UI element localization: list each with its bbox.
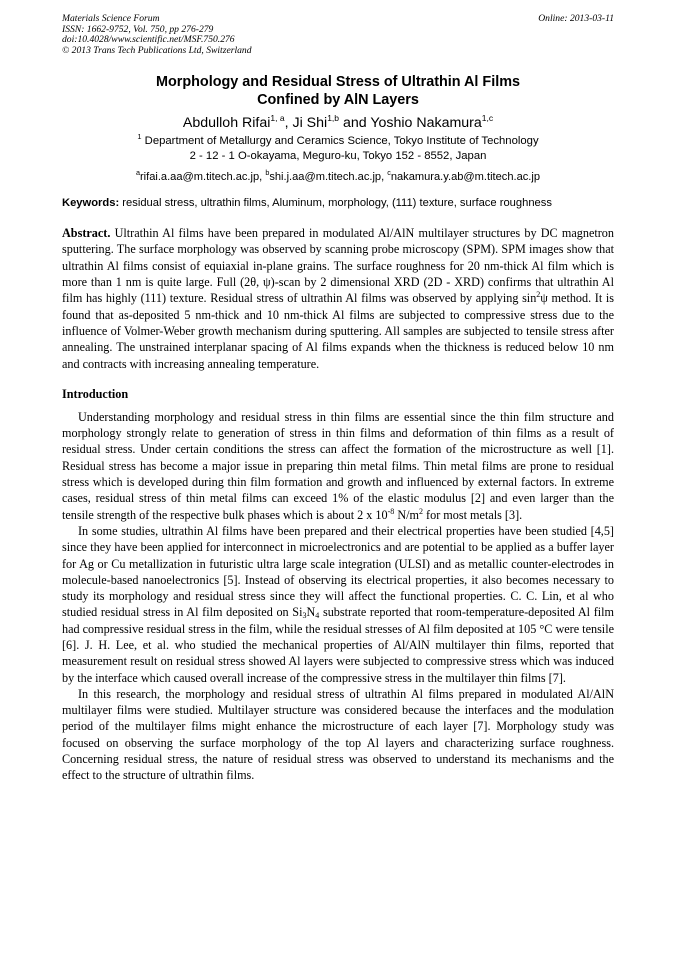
title-line-2: Confined by AlN Layers xyxy=(257,91,419,108)
paragraph-text: substrate reported that room-temperature-deposited Al film had compressive residual stress in the film, while the residual stresses of Al film deposited at 105 °C were tensile [6]. J. H. Lee, et al. who studied the mechanical properties of Al/AlN multilayer thin films, reported that measurement result on residual stress showed Al layers were subjected to compressive stress which was induced by the interface which caused overall increase of the compressive stress in the multilayer thin films [7]. xyxy=(62,605,614,685)
paper-page xyxy=(62,14,614,784)
abstract-text: Ultrathin Al films have been prepared in modulated Al/AlN multilayer structures by DC magnetron sputtering. The surface morphology was observed by scanning probe microscopy (SPM). SPM images show that ultrathin Al films consist of equiaxial in-plane grains. The surface roughness for 20 nm-thick Al film which is more than 1 nm is quite large. Full (2θ, ψ)-scan by 2 dimensional XRD (2D - XRD) confirms that ultrathin Al film has highly (111) texture. Residual stress of ultrathin Al films was observed by applying sin xyxy=(62,226,614,306)
title-line-1: Morphology and Residual Stress of Ultrathin Al Films xyxy=(155,74,521,91)
superscript: -8 xyxy=(387,506,395,516)
subscript: 3 xyxy=(302,611,307,621)
intro-paragraph-1 xyxy=(62,409,614,523)
abstract xyxy=(62,225,614,372)
keywords-label: Keywords: xyxy=(62,197,120,210)
author-list xyxy=(62,114,614,132)
subscript: 4 xyxy=(315,611,320,621)
issn-line: ISSN: 1662-9752, Vol. 750, pp 276-279 xyxy=(62,23,214,35)
journal-name: Materials Science Forum xyxy=(62,13,160,24)
paragraph-text: N xyxy=(306,605,316,620)
email-mark: c xyxy=(387,168,391,178)
superscript: 2 xyxy=(419,506,423,516)
affiliation-mark: 1 xyxy=(137,131,142,141)
affiliation-address: 2 - 12 - 1 O-okayama, Meguro-ku, Tokyo 152 - 8552, Japan xyxy=(189,149,487,162)
paragraph-text: N/m xyxy=(394,507,419,522)
paper-title xyxy=(62,74,614,109)
email-list xyxy=(62,168,614,184)
author-name: Abdulloh Rifai xyxy=(182,114,271,131)
email-mark: a xyxy=(135,168,140,178)
paragraph-text: Understanding morphology and residual stress in thin films are essential since the thin film structure and morphology strongly relate to generation of stress in thin films and deformation of thin films as a result of residual stress. Under certain conditions the stress can affect the formation of the microstructure as well [1]. Residual stress has become a major issue in preparing thin metal films. Thin metal films are prone to residual stress which is developed during thin film formation and growth and influenced by external factors. In extreme cases, residual stress of thin metal films can exceed 1% of the elastic modulus [2] and even larger than the tensile strength of the respective bulk phases which is about 2 x 10 xyxy=(62,409,614,522)
affiliation-department: Department of Metallurgy and Ceramics Science, Tokyo Institute of Technology xyxy=(141,134,539,147)
author-affiliation-mark: 1, a xyxy=(270,112,285,123)
affiliation-line-1 xyxy=(62,131,614,149)
email-address: shi.j.aa@m.titech.ac.jp, xyxy=(269,171,388,184)
publication-header xyxy=(62,14,614,56)
author-affiliation-mark: 1,c xyxy=(481,112,494,123)
email-address: nakamura.y.ab@m.titech.ac.jp xyxy=(390,171,541,184)
author-separator: and xyxy=(339,114,371,131)
affiliation xyxy=(62,131,614,165)
paragraph-text: In some studies, ultrathin Al films have been prepared and their electrical properties have been studied [4,5] since they have been applied for interconnect in microelectronics and are potential to be applied as a buffer layer for Ag or Cu metallization in futuristic ultra large scale integration (ULSI) and as metallic counter-electrodes in molecule-based nanoelectronics [5]. Instead of observing its electrical properties, it also becomes necessary to study its morphology and residual stress since they will affect the functional properties. C. C. Lin, et al who studied residual stress in Al film deposited on Si xyxy=(62,523,614,620)
section-heading-introduction: Introduction xyxy=(62,386,129,401)
keywords-text: residual stress, ultrathin films, Aluminum, morphology, (111) texture, surface roughness xyxy=(119,197,552,210)
author-name: Ji Shi xyxy=(292,114,328,131)
author-name: Yoshio Nakamura xyxy=(370,114,482,131)
online-date: Online: 2013-03-11 xyxy=(538,13,614,24)
email-address: rifai.a.aa@m.titech.ac.jp, xyxy=(139,171,266,184)
keywords xyxy=(62,197,614,211)
doi-line: doi:10.4028/www.scientific.net/MSF.750.276 xyxy=(62,34,235,46)
intro-paragraph-2 xyxy=(62,523,614,686)
intro-paragraph-3: In this research, the morphology and residual stress of ultrathin Al films prepared in modulated Al/AlN multilayer films were studied. Multilayer structure was considered because the interfaces and the modulation period of the multilayer films might enhance the microstructure of each layer [7]. Morphology study was focused on observing the surface morphology of the top Al layers and characterizing surface roughness. Concerning residual stress, the nature of residual stress was observed to understand its mechanisms and the effect to the structure of ultrathin films. xyxy=(62,686,614,783)
paragraph-text: for most metals [3]. xyxy=(423,507,523,522)
author-affiliation-mark: 1,b xyxy=(327,112,340,123)
superscript: 2 xyxy=(536,290,541,300)
copyright-line: © 2013 Trans Tech Publications Ltd, Switzerland xyxy=(62,44,252,56)
abstract-label: Abstract. xyxy=(62,226,111,241)
abstract-text-cont: ψ method. It is found that as-deposited 5 nm-thick and 10 nm-thick Al films are subjected to compressive stress due to the influence of Volmer-Weber growth mechanism during sputtering. All samples are subjected to tensile stress after annealing. The unstrained interplanar spacing of Al films expands when the thickness is reduced below 10 nm and contracts with increasing annealing temperature. xyxy=(62,291,614,371)
email-mark: b xyxy=(265,168,270,178)
author-separator: , xyxy=(284,114,293,131)
